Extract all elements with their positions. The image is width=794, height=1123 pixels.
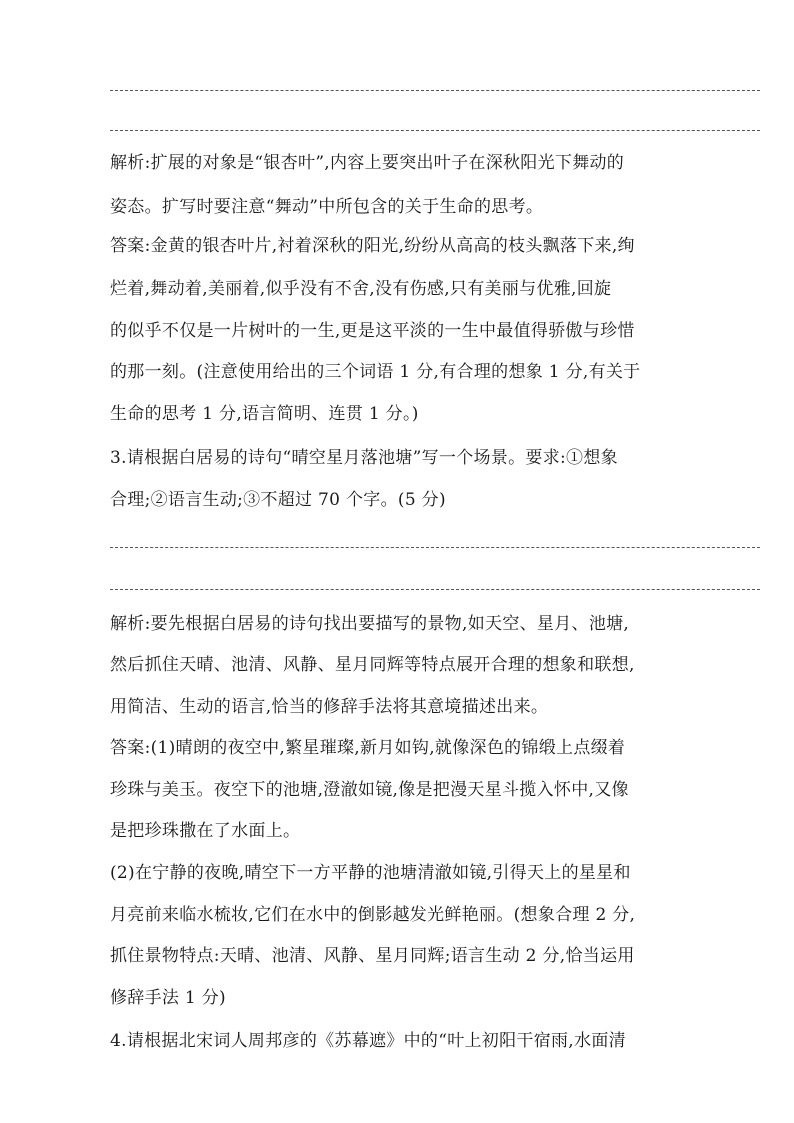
answer-text-line: 修辞手法 1 分) [110,988,226,1008]
answer-text-line: 月亮前来临水梳妆,它们在水中的倒影越发光鲜艳丽。(想象合理 2 分, [110,905,636,925]
analysis-text-line: 用简洁、生动的语言,恰当的修辞手法将其意境描述出来。 [110,697,549,717]
analysis-text-line: 解析:扩展的对象是“银杏叶”,内容上要突出叶子在深秋阳光下舞动的 [110,153,625,173]
answer-text-line: 答案:(1)晴朗的夜空中,繁星璀璨,新月如钩,就像深色的锦缎上点缀着 [110,738,626,758]
answer-text-line: 烂着,舞动着,美丽着,似乎没有不舍,没有伤感,只有美丽与优雅,回旋 [110,279,612,299]
question-text-line: 3.请根据白居易的诗句“晴空星月落池塘”写一个场景。要求:①想象 [110,448,618,468]
answer-text-line: 生命的思考 1 分,语言简明、连贯 1 分。) [110,404,419,424]
answer-blank-line [110,130,760,131]
answer-text-line: 抓住景物特点:天晴、池清、风静、星月同辉;语言生动 2 分,恰当运用 [110,946,635,966]
question-text-line: 4.请根据北宋词人周邦彦的《苏幕遮》中的“叶上初阳干宿雨,水面清 [110,1031,626,1051]
analysis-text-line: 然后抓住天晴、池清、风静、星月同辉等特点展开合理的想象和联想, [110,655,635,675]
answer-text-line: 珍珠与美玉。夜空下的池塘,澄澈如镜,像是把漫天星斗揽入怀中,又像 [110,780,629,800]
analysis-text-line: 姿态。扩写时要注意“舞动”中所包含的关于生命的思考。 [110,197,544,217]
answer-text-line: 是把珍珠撒在了水面上。 [110,821,301,841]
answer-text-line: 答案:金黄的银杏叶片,衬着深秋的阳光,纷纷从高高的枝头飘落下来,绚 [110,236,635,256]
answer-blank-line [110,589,760,590]
answer-text-line: 的那一刻。(注意使用给出的三个词语 1 分,有合理的想象 1 分,有关于 [110,362,641,382]
answer-text-line: (2)在宁静的夜晚,晴空下一方平静的池塘清澈如镜,引得天上的星星和 [110,863,631,883]
answer-blank-line [110,90,760,91]
question-text-line: 合理;②语言生动;③不超过 70 个字。(5 分) [110,490,446,510]
analysis-text-line: 解析:要先根据白居易的诗句找出要描写的景物,如天空、星月、池塘, [110,614,630,634]
answer-text-line: 的似乎不仅是一片树叶的一生,更是这平淡的一生中最值得骄傲与珍惜 [110,321,635,341]
answer-blank-line [110,547,760,548]
